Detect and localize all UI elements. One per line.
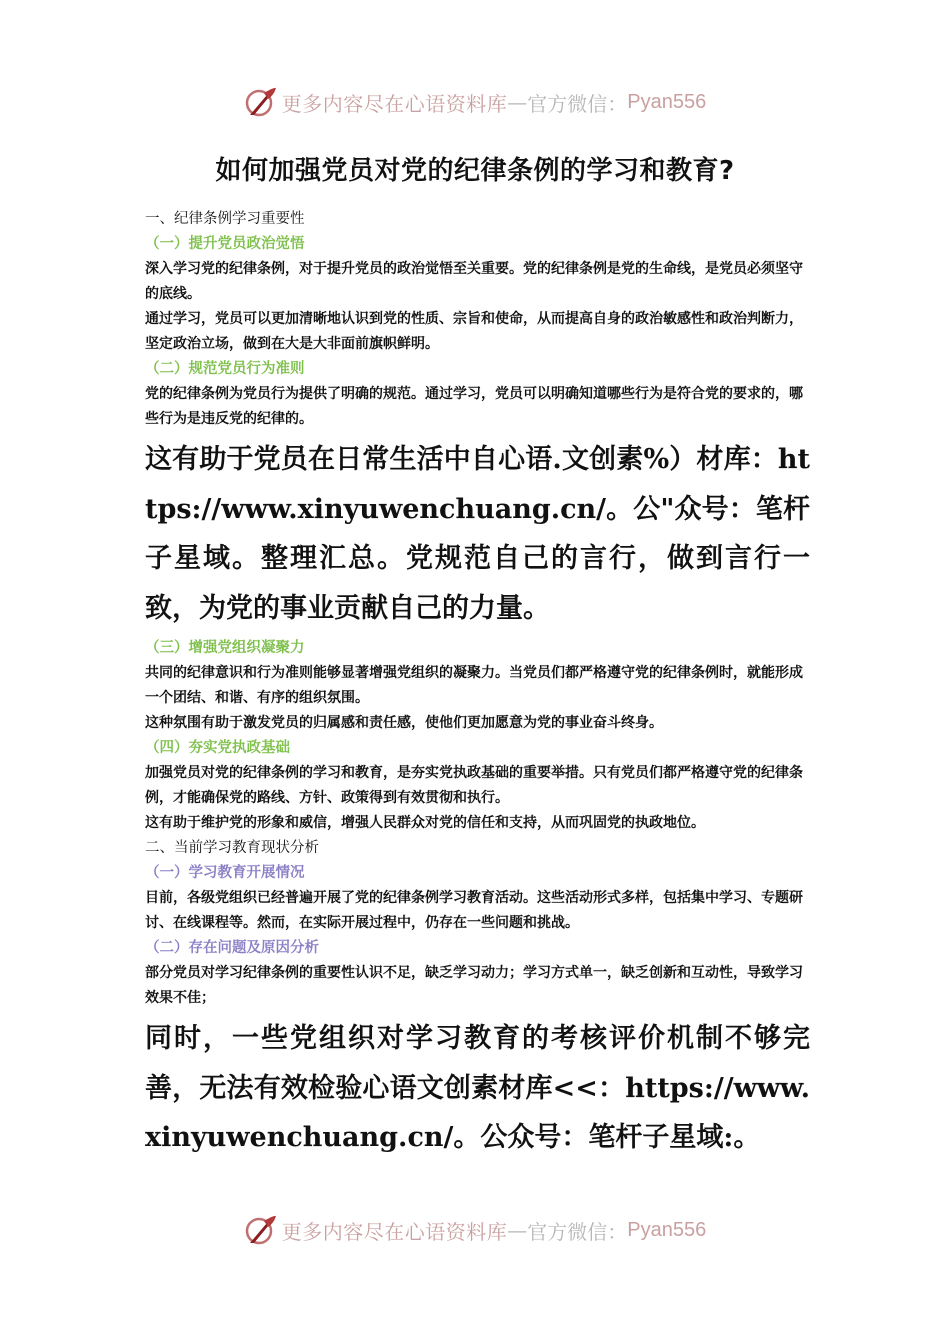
paragraph: 通过学习，党员可以更加清晰地认识到党的性质、宗旨和使命，从而提高自身的政治敏感性和政治判断力，坚定政治立场，做到在大是大非面前旗帜鲜明。 — [145, 311, 803, 352]
paragraph: 党的纪律条例为党员行为提供了明确的规范。通过学习，党员可以明确知道哪些行为是符合党的要求的，哪些行为是违反党的纪律的。 — [145, 386, 803, 427]
paragraph: 深入学习党的纪律条例，对于提升党员的政治觉悟至关重要。党的纪律条例是党的生命线，是党员必须坚守的底线。 — [145, 261, 803, 302]
large-paragraph: 同时，一些党组织对学习教育的考核评价机制不够完善，无法有效检验心语文创素材库<<：https://www.xinyuwenchuang.cn/。公众号：笔杆子星域:。 — [145, 1023, 810, 1153]
banner-dash: — — [507, 90, 528, 114]
subsection-heading-1-3: （三）增强党组织凝聚力 — [145, 640, 305, 656]
large-paragraph: 这有助于党员在日常生活中自心语.文创素%）材库：https://www.xinyuwenchuang.cn/。公"众号：笔杆子星域。整理汇总。党规范自己的言行，做到言行一致，为党的事业贡献自己的力量。 — [145, 444, 810, 624]
subsection-heading-1-1: （一）提升党员政治觉悟 — [145, 236, 305, 252]
subsection-heading-1-4: （四）夯实党执政基础 — [145, 740, 290, 756]
footer-banner — [0, 1208, 950, 1252]
paragraph: 目前，各级党组织已经普遍开展了党的纪律条例学习教育活动。这些活动形式多样，包括集中学习、专题研讨、在线课程等。然而，在实际开展过程中，仍存在一些问题和挑战。 — [145, 890, 803, 931]
paragraph: 加强党员对党的纪律条例的学习和教育，是夯实党执政基础的重要举措。只有党员们都严格遵守党的纪律条例，才能确保党的路线、方针、政策得到有效贯彻和执行。 — [145, 765, 803, 806]
banner-text: 更多内容尽在心语资料库 — [281, 91, 508, 116]
paragraph: 这种氛围有助于激发党员的归属感和责任感，使他们更加愿意为党的事业奋斗终身。 — [145, 715, 663, 731]
banner-wechat-label: 官方微信： — [527, 91, 628, 116]
quill-logo-icon — [244, 1213, 278, 1247]
banner-dash: — — [507, 1218, 528, 1242]
paragraph: 这有助于维护党的形象和威信，增强人民群众对党的信任和支持，从而巩固党的执政地位。 — [145, 815, 705, 831]
section-heading-2: 二、当前学习教育现状分析 — [145, 840, 319, 856]
page-title: 如何加强党员对党的纪律条例的学习和教育? — [215, 156, 735, 186]
paragraph: 共同的纪律意识和行为准则能够显著增强党组织的凝聚力。当党员们都严格遵守党的纪律条例时，就能形成一个团结、和谐、有序的组织氛围。 — [145, 665, 803, 706]
quill-logo-icon — [244, 85, 278, 119]
subsection-heading-2-1: （一）学习教育开展情况 — [145, 865, 305, 881]
paragraph: 部分党员对学习纪律条例的重要性认识不足，缺乏学习动力；学习方式单一，缺乏创新和互动性，导致学习效果不佳； — [145, 965, 803, 1006]
subsection-heading-2-2: （二）存在问题及原因分析 — [145, 940, 319, 956]
banner-wechat-id: Pyan556 — [627, 90, 707, 113]
banner-wechat-label: 官方微信： — [527, 1219, 628, 1244]
header-banner — [0, 80, 950, 124]
banner-wechat-id: Pyan556 — [627, 1218, 707, 1241]
banner-text: 更多内容尽在心语资料库 — [281, 1219, 508, 1244]
section-heading-1: 一、纪律条例学习重要性 — [145, 211, 305, 227]
document-body — [145, 207, 810, 1166]
subsection-heading-1-2: （二）规范党员行为准则 — [145, 361, 305, 377]
